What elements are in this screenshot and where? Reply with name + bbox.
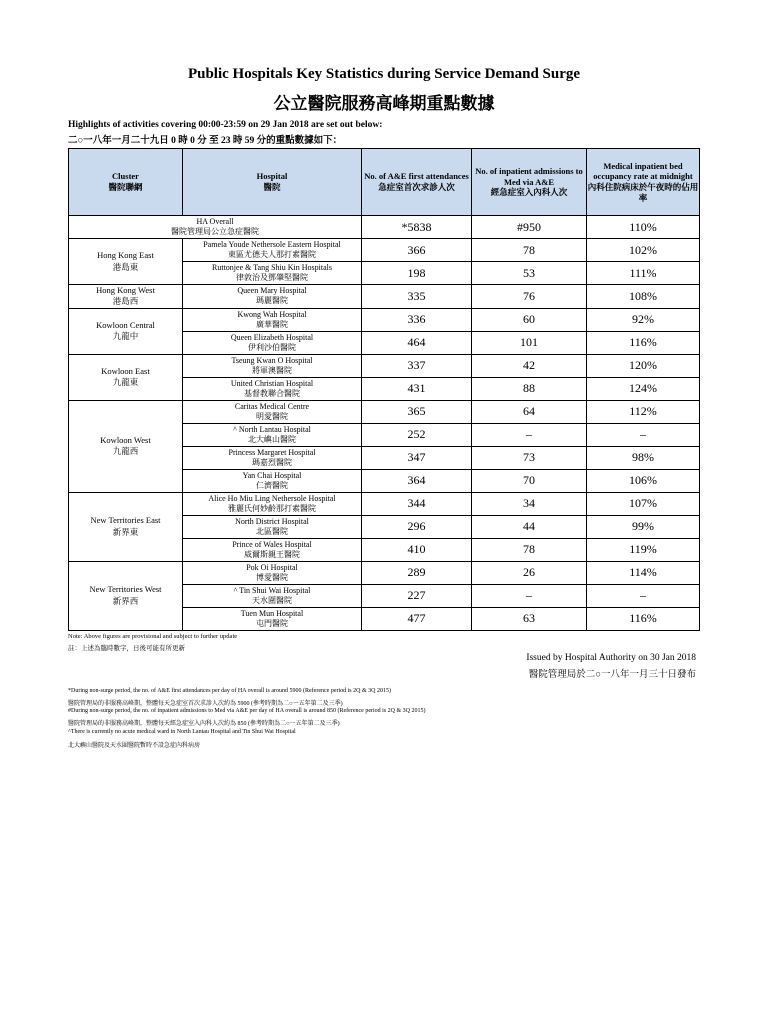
ae-cell: 364 xyxy=(362,469,472,492)
title-zh: 公立醫院服務高峰期重點數據 xyxy=(273,94,495,113)
occupancy-cell: 124% xyxy=(587,377,700,400)
table-row xyxy=(69,354,700,377)
footnote-line: *During non-surge period, the no. of A&E first attendances per day of HA overall is around 5900 (Reference period is 2Q & 3Q 2015) xyxy=(68,688,391,694)
occupancy-cell: 116% xyxy=(587,607,700,630)
cluster-cell: New Territories East 新界東 xyxy=(69,492,183,561)
occupancy-cell: 114% xyxy=(587,561,700,584)
overall-admissions: #950 xyxy=(472,216,587,239)
hospital-cell: Pamela Youde Nethersole Eastern Hospital 東區尤德夫人那打素醫院 xyxy=(183,239,362,262)
cluster-cell: Hong Kong East 港島東 xyxy=(69,239,183,285)
ae-cell: 344 xyxy=(362,492,472,515)
admissions-cell: 78 xyxy=(472,538,587,561)
hospital-cell: ^ Tin Shui Wai Hospital 天水圍醫院 xyxy=(183,584,362,607)
occupancy-cell: 120% xyxy=(587,354,700,377)
occupancy-cell: 99% xyxy=(587,515,700,538)
ae-cell: 252 xyxy=(362,423,472,446)
hospital-cell: Yan Chai Hospital 仁濟醫院 xyxy=(183,469,362,492)
hospital-cell: Pok Oi Hospital 博愛醫院 xyxy=(183,561,362,584)
cluster-cell: Kowloon East 九龍東 xyxy=(69,354,183,400)
hospital-cell: Princess Margaret Hospital 瑪嘉烈醫院 xyxy=(183,446,362,469)
occupancy-cell: 98% xyxy=(587,446,700,469)
admissions-cell: 101 xyxy=(472,331,587,354)
overall-ae: *5838 xyxy=(362,216,472,239)
hospital-cell: Tseung Kwan O Hospital 將軍澳醫院 xyxy=(183,354,362,377)
footnote-line: 醫院管理局的非服務高峰期，整體每天經急症室入內科人次約為 850 (參考時期為二○一五年第二及三季) xyxy=(68,721,340,727)
overall-label: HA Overall 醫院管理局公立急症醫院 xyxy=(69,216,362,239)
occupancy-cell: 107% xyxy=(587,492,700,515)
issued-zh: 醫院管理局於二○一八年一月三十日發布 xyxy=(528,670,696,680)
hospital-cell: Caritas Medical Centre 明愛醫院 xyxy=(183,400,362,423)
header-ae-attendances: No. of A&E first attendances 急症室首次求診人次 xyxy=(362,149,472,216)
table-row xyxy=(69,561,700,584)
admissions-cell: 34 xyxy=(472,492,587,515)
admissions-cell: – xyxy=(472,423,587,446)
footnote-line: #During non-surge period, the no. of inpatient admissions to Med via A&E per day of HA overall is around 850 (Reference period is 2Q & 3Q 2015) xyxy=(68,708,426,714)
issued-en: Issued by Hospital Authority on 30 Jan 2018 xyxy=(526,653,696,663)
occupancy-cell: – xyxy=(587,423,700,446)
note-en: Note: Above figures are provisional and subject to further update xyxy=(68,633,238,640)
occupancy-cell: 108% xyxy=(587,285,700,309)
highlight-en: Highlights of activities covering 00:00-23:59 on 29 Jan 2018 are set out below: xyxy=(68,120,383,130)
hospital-cell: Queen Mary Hospital 瑪麗醫院 xyxy=(183,285,362,309)
admissions-cell: 44 xyxy=(472,515,587,538)
header-admissions: No. of inpatient admissions to Med via A&E 經急症室入內科人次 xyxy=(472,149,587,216)
ae-cell: 410 xyxy=(362,538,472,561)
occupancy-cell: 111% xyxy=(587,262,700,285)
footnote-line: 醫院管理局的非服務高峰期，整體每天急症室首次求診人次約為 5900 (參考時期為二○一五年第二及三季) xyxy=(68,701,343,707)
ae-cell: 337 xyxy=(362,354,472,377)
ae-cell: 366 xyxy=(362,239,472,262)
cluster-cell: Kowloon West 九龍西 xyxy=(69,400,183,492)
cluster-cell: Kowloon Central 九龍中 xyxy=(69,308,183,354)
ae-cell: 336 xyxy=(362,308,472,331)
hospital-cell: United Christian Hospital 基督教聯合醫院 xyxy=(183,377,362,400)
admissions-cell: 70 xyxy=(472,469,587,492)
occupancy-cell: 116% xyxy=(587,331,700,354)
footnote-line: ^There is currently no acute medical ward in North Lantau Hospital and Tin Shui Wai Hospital xyxy=(68,729,296,735)
header-hospital: Hospital 醫院 xyxy=(183,149,362,216)
ae-cell: 335 xyxy=(362,285,472,309)
admissions-cell: 64 xyxy=(472,400,587,423)
ae-cell: 198 xyxy=(362,262,472,285)
ae-cell: 289 xyxy=(362,561,472,584)
hospital-cell: North District Hospital 北區醫院 xyxy=(183,515,362,538)
hospital-cell: Kwong Wah Hospital 廣華醫院 xyxy=(183,308,362,331)
table-row xyxy=(69,400,700,423)
hospital-cell: Tuen Mun Hospital 屯門醫院 xyxy=(183,607,362,630)
cluster-cell: New Territories West 新界西 xyxy=(69,561,183,630)
admissions-cell: 63 xyxy=(472,607,587,630)
hospital-cell: ^ North Lantau Hospital 北大嶼山醫院 xyxy=(183,423,362,446)
title-en: Public Hospitals Key Statistics during Service Demand Surge xyxy=(187,66,581,82)
occupancy-cell: – xyxy=(587,584,700,607)
admissions-cell: 42 xyxy=(472,354,587,377)
admissions-cell: 78 xyxy=(472,239,587,262)
ae-cell: 347 xyxy=(362,446,472,469)
hospital-cell: Ruttonjee & Tang Shiu Kin Hospitals 律敦治及鄧肇堅醫院 xyxy=(183,262,362,285)
header-cluster: Cluster 醫院聯網 xyxy=(69,149,183,216)
ae-cell: 431 xyxy=(362,377,472,400)
admissions-cell: – xyxy=(472,584,587,607)
overall-occupancy: 110% xyxy=(587,216,700,239)
ae-cell: 296 xyxy=(362,515,472,538)
statistics-table xyxy=(68,148,700,631)
cluster-cell: Hong Kong West 港島西 xyxy=(69,285,183,309)
ae-cell: 227 xyxy=(362,584,472,607)
admissions-cell: 53 xyxy=(472,262,587,285)
table-row xyxy=(69,285,700,309)
footnote-line: 北大嶼山醫院及天水圍醫院暫時不設急症內科病房 xyxy=(68,743,201,749)
occupancy-cell: 119% xyxy=(587,538,700,561)
header-occupancy: Medical inpatient bed occupancy rate at midnight 內科住院病床於午夜時的佔用率 xyxy=(587,149,700,216)
occupancy-cell: 92% xyxy=(587,308,700,331)
occupancy-cell: 112% xyxy=(587,400,700,423)
occupancy-cell: 102% xyxy=(587,239,700,262)
table-header-row xyxy=(69,149,700,216)
table-row xyxy=(69,216,700,239)
admissions-cell: 73 xyxy=(472,446,587,469)
table-row xyxy=(69,308,700,331)
admissions-cell: 76 xyxy=(472,285,587,309)
note-zh: 註：上述為臨時數字，日後可能有所更新 xyxy=(68,645,185,652)
admissions-cell: 26 xyxy=(472,561,587,584)
hospital-cell: Alice Ho Miu Ling Nethersole Hospital 雅麗氏何妙齡那打素醫院 xyxy=(183,492,362,515)
ae-cell: 365 xyxy=(362,400,472,423)
highlight-zh: 二○一八年一月二十九日 0 時 0 分 至 23 時 59 分的重點數據如下： xyxy=(68,136,343,146)
admissions-cell: 60 xyxy=(472,308,587,331)
ae-cell: 464 xyxy=(362,331,472,354)
occupancy-cell: 106% xyxy=(587,469,700,492)
admissions-cell: 88 xyxy=(472,377,587,400)
table-row xyxy=(69,239,700,262)
ae-cell: 477 xyxy=(362,607,472,630)
table-row xyxy=(69,492,700,515)
hospital-cell: Queen Elizabeth Hospital 伊利沙伯醫院 xyxy=(183,331,362,354)
hospital-cell: Prince of Wales Hospital 威爾斯親王醫院 xyxy=(183,538,362,561)
